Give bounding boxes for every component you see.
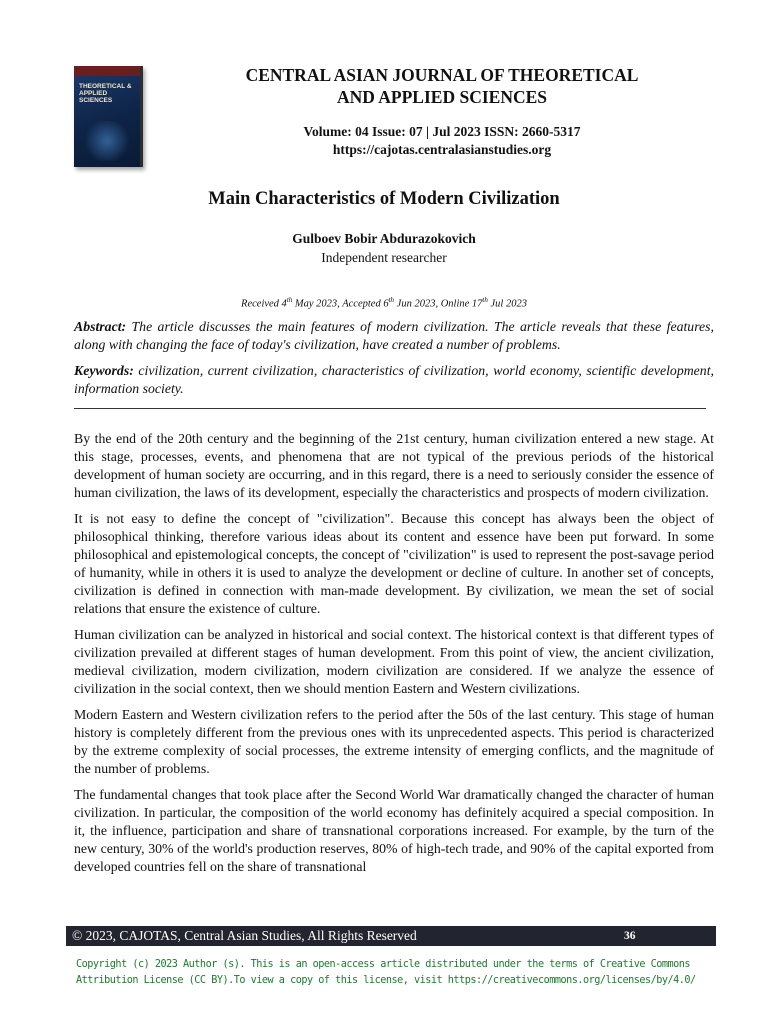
author-name: Gulboev Bobir Abdurazokovich	[292, 231, 476, 246]
accepted-date: May 2023, Accepted 6	[292, 298, 389, 310]
journal-title-line-2: AND APPLIED SCIENCES	[336, 87, 548, 107]
accepted-suffix: th	[388, 296, 395, 304]
received-date: Received 4	[241, 298, 287, 310]
abstract-label: Abstract:	[74, 319, 127, 334]
cover-graphic	[82, 121, 132, 161]
journal-meta	[150, 123, 734, 159]
keywords-label: Keywords:	[74, 363, 134, 378]
cover-stripe	[74, 66, 140, 76]
keywords	[74, 362, 714, 398]
journal-title-line-1: CENTRAL ASIAN JOURNAL OF THEORETICAL	[245, 65, 639, 85]
online-year: Jul 2023	[487, 298, 527, 310]
page-number: 36	[624, 930, 636, 942]
abstract	[74, 318, 714, 354]
author-affiliation: Independent researcher	[321, 250, 447, 265]
online-suffix: th	[482, 296, 488, 304]
body-paragraph-2: It is not easy to define the concept of "civilization". Because this concept has always been the object of philosophical thinking, therefore various ideas about its content and essence have been put forward. In some philosophical and epistemological concepts, the concept of "civilization" is used to represent the post-savage period of humanity, while in others it is used to analyze the development or decline of culture. In another set of concepts, civilization is defined in connection with man-made development. By civilization, we mean the set of social relations that ensure the existence of culture.	[74, 511, 714, 616]
body-paragraph-3: Human civilization can be analyzed in historical and social context. The historical context is that different types of civilization prevailed at different stages of human development. From this point of view, the ancient civilization, medieval civilization, modern civilization, modern civilization are considered. If we analyze the essence of civilization in the social context, then we should mention Eastern and Western civilizations.	[74, 627, 714, 696]
journal-cover-image	[74, 66, 143, 167]
received-suffix: th	[286, 296, 293, 304]
article-dates	[74, 293, 694, 312]
license-line-1: Copyright (c) 2023 Author (s). This is an open-access article distributed under the terms of Creative Commons	[76, 959, 691, 970]
body-paragraph-5: The fundamental changes that took place after the Second World War dramatically changed the character of human civilization. In particular, the composition of the world economy has definitely acquired a special composition. In it, the influence, participation and share of transnational corporations increased. For example, by the turn of the new century, 30% of the world's production reserves, 80% of high-tech trade, and 90% of the capital exported from developed countries fell on the share of transnational	[74, 787, 714, 874]
license-notice	[76, 957, 716, 989]
online-date: Jun 2023, Online 17	[394, 298, 483, 310]
issue-line: Volume: 04 Issue: 07 | Jul 2023 ISSN: 2660-5317	[303, 124, 581, 139]
copyright-notice: © 2023, CAJOTAS, Central Asian Studies, All Rights Reserved	[72, 928, 417, 943]
abstract-text: The article discusses the main features of modern civilization. The article reveals that these features, along with changing the face of today's civilization, have created a number of problems.	[74, 319, 714, 352]
cover-title: THEORETICAL & APPLIED SCIENCES	[79, 83, 132, 104]
license-line-2[interactable]: Attribution License (CC BY).To view a copy of this license, visit https://creativecommons.org/licenses/by/4.0/	[76, 975, 696, 986]
keywords-text: civilization, current civilization, characteristics of civilization, world economy, scientific development, information society.	[74, 363, 714, 396]
paper-title: Main Characteristics of Modern Civilization	[208, 189, 560, 209]
journal-title	[150, 64, 734, 108]
section-divider	[74, 408, 706, 409]
article-body	[74, 430, 714, 884]
footer-bar	[66, 926, 716, 946]
body-paragraph-4: Modern Eastern and Western civilization refers to the period after the 50s of the last century. This stage of human history is completely different from the previous ones with its unprecedented aspects. This period is characterized by the extreme complexity of social processes, the extreme intensity of emerging conflicts, and the magnitude of the number of problems.	[74, 707, 714, 776]
body-paragraph-1: By the end of the 20th century and the beginning of the 21st century, human civilization entered a new stage. At this stage, processes, events, and phenomena that are not typical of the previous periods of the historical development of human society are occurring, and in this regard, there is a need to seriously consider the essence of human civilization, the laws of its development, especially the characteristics and prospects of modern civilization.	[74, 431, 714, 500]
journal-url[interactable]: https://cajotas.centralasianstudies.org	[332, 142, 552, 157]
